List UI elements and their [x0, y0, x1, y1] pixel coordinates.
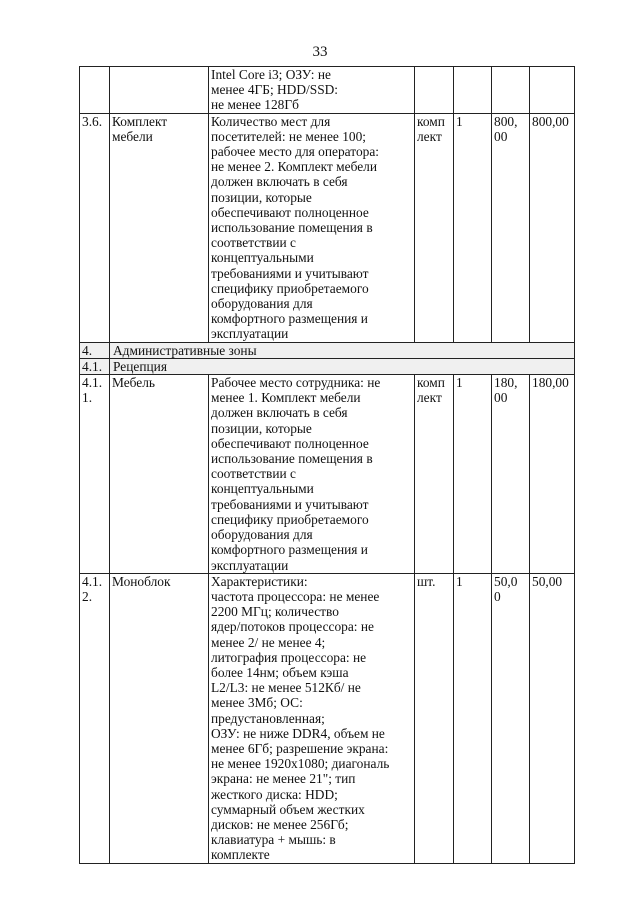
section-title-cell: Административные зоны: [110, 342, 575, 358]
item-name-cell: [110, 67, 209, 114]
table-row: [80, 67, 575, 114]
section-row: [80, 358, 575, 374]
item-number-cell: 4.1. 2.: [80, 573, 110, 863]
item-total-cell: 800,00: [530, 113, 575, 342]
item-price-cell: 50,0 0: [492, 573, 530, 863]
section-number-cell: 4.: [80, 342, 110, 358]
table-row: [80, 113, 575, 342]
item-price-cell: [492, 67, 530, 114]
table-body: [80, 67, 575, 864]
item-quantity-cell: [454, 67, 492, 114]
table-row: [80, 573, 575, 863]
item-spec-cell: Характеристики: частота процессора: не менее 2200 МГц; количество ядер/потоков процессора: не менее 2/ не менее 4; литография процессора: не более 14нм; объем кэша L2/L3: не менее 512Кб/ не менее 3Мб; ОС: предустановленная; ОЗУ: не ниже DDR4, объем не менее 6Гб; разрешение экрана: не менее 1920x1080; диагональ экрана: не менее 21"; тип жесткого диска: HDD; суммарный объем жестких дисков: не менее 256Гб; клавиатура + мышь: в комплекте: [209, 573, 415, 863]
item-number-cell: 4.1. 1.: [80, 375, 110, 574]
section-title-cell: Рецепция: [110, 358, 575, 374]
page-number: 33: [312, 44, 328, 60]
item-total-cell: 180,00: [530, 375, 575, 574]
item-name-cell: Комплект мебели: [110, 113, 209, 342]
item-price-cell: 180, 00: [492, 375, 530, 574]
item-quantity-cell: 1: [454, 573, 492, 863]
item-name-cell: Мебель: [110, 375, 209, 574]
item-number-cell: 3.6.: [80, 113, 110, 342]
specification-table: [79, 66, 575, 864]
item-name-cell: Моноблок: [110, 573, 209, 863]
item-spec-cell: Количество мест для посетителей: не менее 100; рабочее место для оператора: не менее 2. Комплект мебели должен включать в себя позиции, которые обеспечивают полноценное использование помещения в соответствии с концептуальными требованиями и учитывают специфику приобретаемого оборудования для комфортного размещения и эксплуатации: [209, 113, 415, 342]
item-unit-cell: [415, 67, 454, 114]
table-row: [80, 375, 575, 574]
item-spec-cell: Intel Core i3; ОЗУ: не менее 4ГБ; HDD/SSD: не менее 128Гб: [209, 67, 415, 114]
item-number-cell: [80, 67, 110, 114]
item-quantity-cell: 1: [454, 113, 492, 342]
item-total-cell: 50,00: [530, 573, 575, 863]
item-unit-cell: комп лект: [415, 113, 454, 342]
item-unit-cell: шт.: [415, 573, 454, 863]
item-price-cell: 800, 00: [492, 113, 530, 342]
section-row: [80, 342, 575, 358]
item-total-cell: [530, 67, 575, 114]
section-number-cell: 4.1.: [80, 358, 110, 374]
item-quantity-cell: 1: [454, 375, 492, 574]
item-spec-cell: Рабочее место сотрудника: не менее 1. Комплект мебели должен включать в себя позиции, которые обеспечивают полноценное использование помещения в соответствии с концептуальными требованиями и учитывают специфику приобретаемого оборудования для комфортного размещения и эксплуатации: [209, 375, 415, 574]
item-unit-cell: комп лект: [415, 375, 454, 574]
